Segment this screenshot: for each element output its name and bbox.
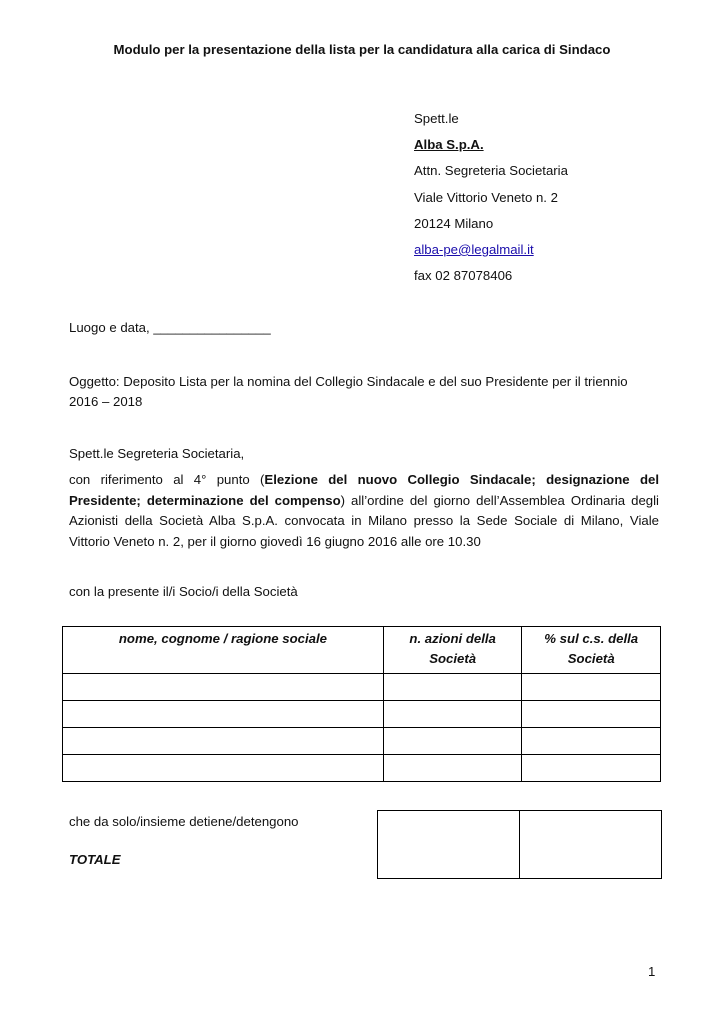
recipient-attn: Attn. Segreteria Societaria [414,163,568,179]
body-text-part1: con riferimento al 4° punto ( [69,472,265,487]
cell-shares[interactable] [383,674,522,701]
page-number: 1 [648,964,656,979]
holding-statement: che da solo/insieme detiene/detengono [69,814,299,829]
cell-name[interactable] [63,701,384,728]
cell-name[interactable] [63,755,384,782]
table-row [63,674,661,701]
recipient-city: 20124 Milano [414,215,494,231]
body-text-part2: ) all’ordine del giorno dell’Assemblea Ordinaria degli Azionisti della Società Alba S.p.A. convocata in Milano presso la Sede Sociale di Milano, Viale Vittorio Veneto n. 2, per il giorno giovedì 16 giugno 2016 alle ore 10.30 [69,492,659,550]
cell-name[interactable] [63,728,384,755]
total-label: TOTALE [69,852,121,867]
body-paragraph [69,470,659,553]
header-name: nome, cognome / ragione sociale [63,627,384,674]
recipient-street: Viale Vittorio Veneto n. 2 [414,189,558,205]
header-shares [383,627,522,674]
total-table [377,810,662,879]
header-shares-label: n. azioni della Società [409,631,496,666]
table-row [63,755,661,782]
shareholders-table [62,626,661,782]
recipient-address [414,108,714,291]
cell-percentage[interactable] [522,701,661,728]
cell-percentage[interactable] [522,728,661,755]
document-title: Modulo per la presentazione della lista per la candidatura alla carica di Sindaco [113,42,611,57]
greeting: Spett.le Segreteria Societaria, [69,446,245,461]
recipient-salutation: Spett.le [414,111,459,126]
table-row [63,701,661,728]
shareholders-intro: con la presente il/i Socio/i della Società [69,584,298,599]
table-row [63,728,661,755]
header-percentage [522,627,661,674]
luogo-data-field: Luogo e data, ________________ [69,320,271,335]
total-shares-cell[interactable] [378,811,520,879]
cell-percentage[interactable] [522,674,661,701]
total-percentage-cell[interactable] [520,811,662,879]
cell-percentage[interactable] [522,755,661,782]
cell-shares[interactable] [383,701,522,728]
recipient-email-link[interactable]: alba-pe@legalmail.it [414,241,534,257]
cell-shares[interactable] [383,728,522,755]
subject-line: Oggetto: Deposito Lista per la nomina del Collegio Sindacale e del suo Presidente per il triennio 2016 – 2018 [69,374,628,409]
table-header-row [63,627,661,674]
body-text-agenda-item: Elezione del nuovo Collegio Sindacale; designazione del Presidente; determinazione del compenso [69,472,660,508]
cell-shares[interactable] [383,755,522,782]
total-row [378,811,662,879]
recipient-fax: fax 02 87078406 [414,268,513,284]
header-percentage-label: % sul c.s. della Società [544,631,639,666]
cell-name[interactable] [63,674,384,701]
recipient-company: Alba S.p.A. [414,137,484,153]
